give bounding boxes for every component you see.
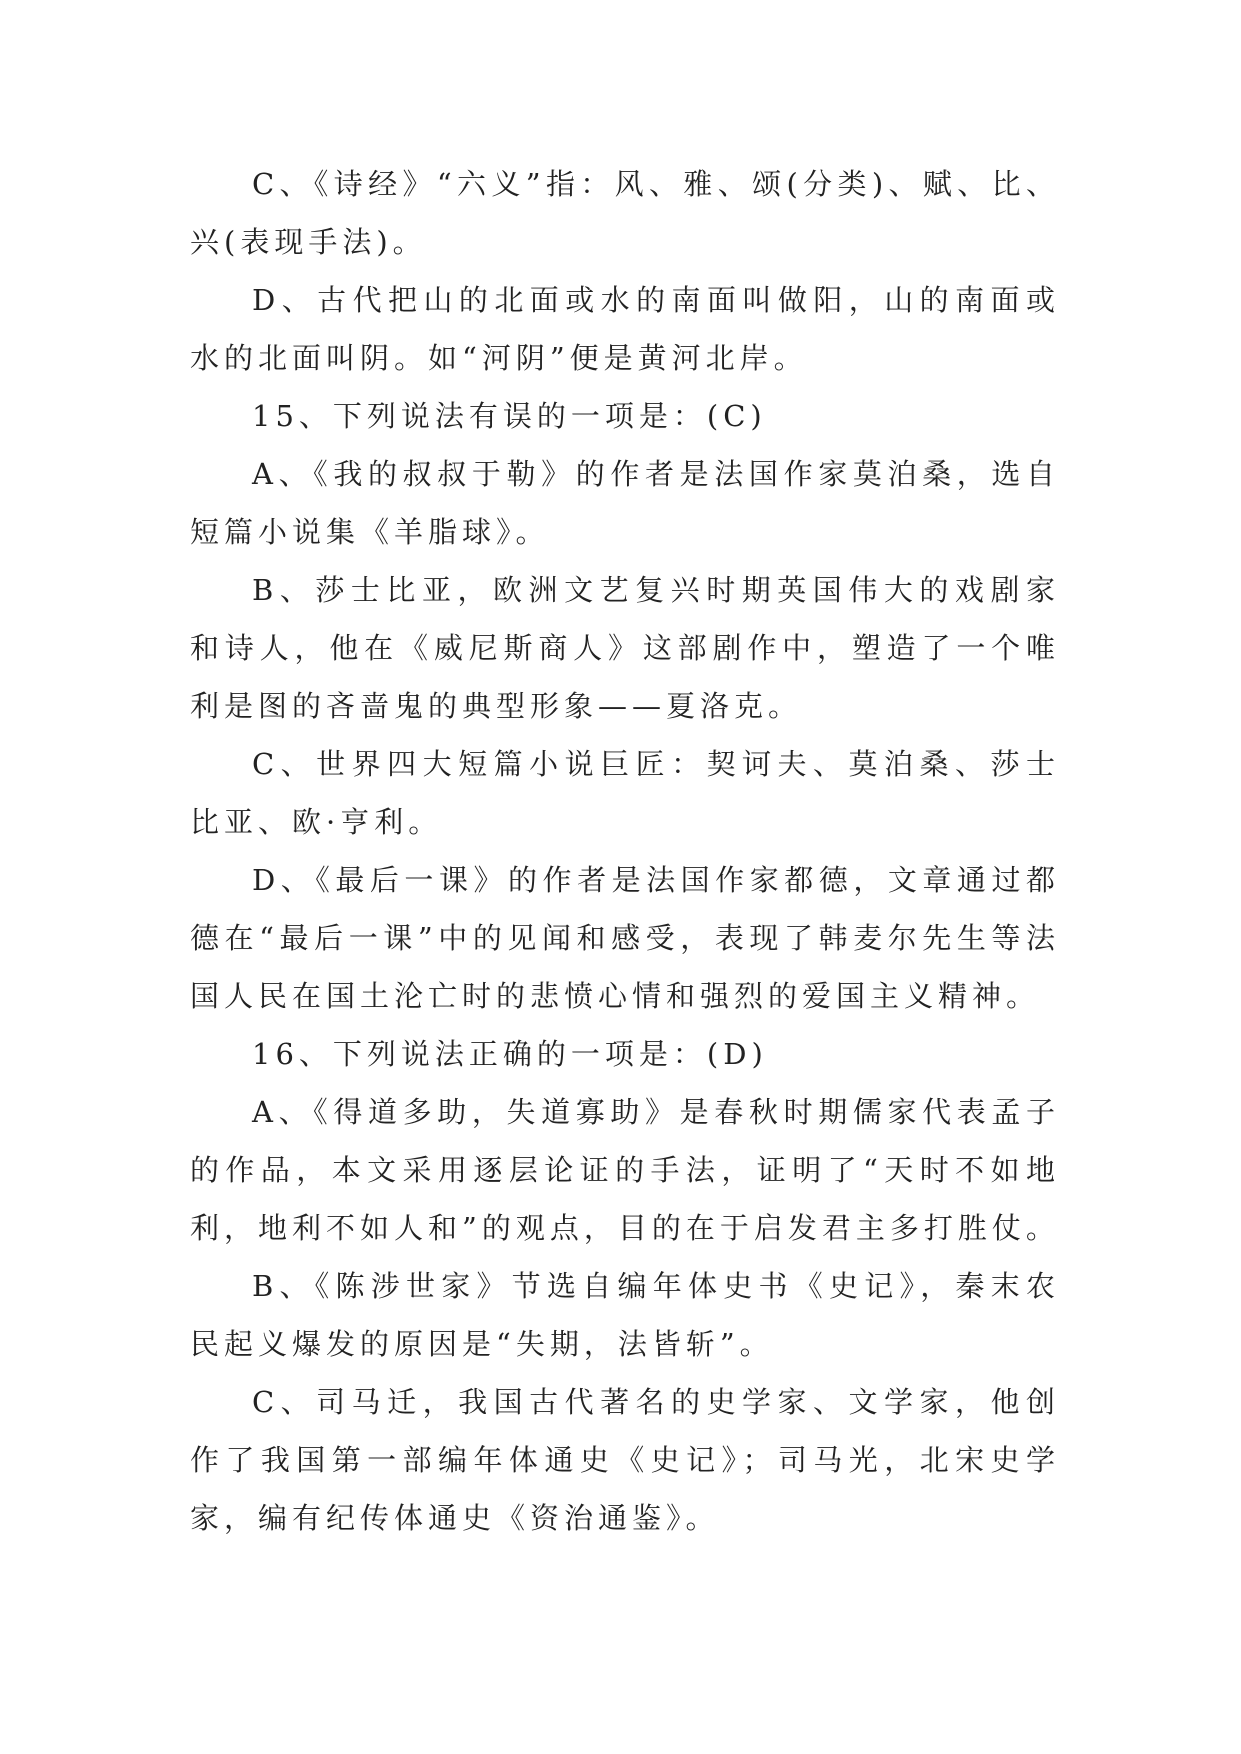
document-body xyxy=(190,155,1060,1547)
paragraph-option-b-shakespeare: B、莎士比亚，欧洲文艺复兴时期英国伟大的戏剧家和诗人，他在《威尼斯商人》这部剧作中，塑造了一个唯利是图的吝啬鬼的典型形象——夏洛克。 xyxy=(190,573,1060,723)
paragraph-option-a-maupassant: A、《我的叔叔于勒》的作者是法国作家莫泊桑，选自短篇小说集《羊脂球》。 xyxy=(190,457,1060,549)
paragraph-option-a-mencius: A、《得道多助，失道寡助》是春秋时期儒家代表孟子的作品，本文采用逐层论证的手法，证明了“天时不如地利，地利不如人和”的观点，目的在于启发君主多打胜仗。 xyxy=(190,1095,1060,1245)
paragraph-option-d-yinyang: D、古代把山的北面或水的南面叫做阳，山的南面或水的北面叫阴。如“河阴”便是黄河北岸。 xyxy=(190,283,1060,375)
paragraph-option-b-chen-she: B、《陈涉世家》节选自编年体史书《史记》，秦末农民起义爆发的原因是“失期，法皆斩”。 xyxy=(190,1269,1060,1361)
question-15: 15、下列说法有误的一项是：(C) xyxy=(252,399,767,433)
paragraph-option-c-sima: C、司马迁，我国古代著名的史学家、文学家，他创作了我国第一部编年体通史《史记》；司马光，北宋史学家，编有纪传体通史《资治通鉴》。 xyxy=(190,1385,1060,1535)
question-16: 16、下列说法正确的一项是：(D) xyxy=(252,1037,768,1071)
paragraph-option-c-shijing: C、《诗经》“六义”指：风、雅、颂(分类)、赋、比、兴(表现手法)。 xyxy=(190,167,1060,259)
paragraph-option-c-short-story-masters: C、世界四大短篇小说巨匠：契诃夫、莫泊桑、莎士比亚、欧·亨利。 xyxy=(190,747,1060,839)
paragraph-option-d-last-lesson: D、《最后一课》的作者是法国作家都德，文章通过都德在“最后一课”中的见闻和感受，表现了韩麦尔先生等法国人民在国土沦亡时的悲愤心情和强烈的爱国主义精神。 xyxy=(190,863,1060,1013)
